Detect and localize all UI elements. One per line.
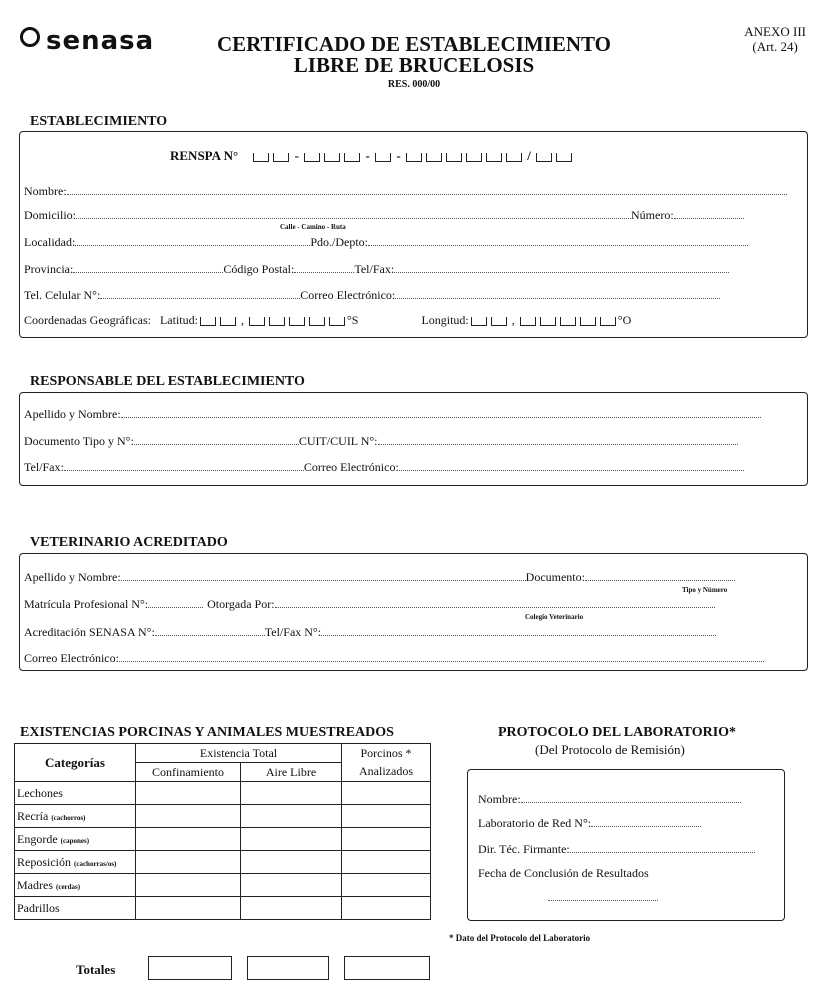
logo-text: senasa [46, 26, 155, 56]
numero-label: Número: [631, 208, 674, 222]
cell-confinamiento[interactable] [136, 828, 241, 851]
establecimiento-box [19, 131, 808, 338]
lon-suffix: °O [617, 313, 632, 327]
row-note: (cachorros) [51, 813, 86, 822]
resp-telfax-label: Tel/Fax: [24, 460, 64, 474]
total-confinamiento[interactable] [148, 956, 232, 980]
resp-documento-label: Documento Tipo y N°: [24, 434, 134, 448]
prot-fecha-field[interactable] [548, 890, 658, 905]
annex-line1: ANEXO III [744, 24, 806, 39]
col-confinamiento: Confinamiento [136, 763, 241, 782]
vet-apellido-label: Apellido y Nombre: [24, 570, 121, 584]
prot-lab-label: Laboratorio de Red N°: [478, 816, 592, 830]
responsable-title: RESPONSABLE DEL ESTABLECIMIENTO [30, 374, 305, 389]
col-analizados: Analizados [342, 763, 431, 782]
renspa-row [170, 148, 574, 164]
cell-analizados[interactable] [342, 782, 431, 805]
vet-matricula-label: Matrícula Profesional N°: [24, 597, 149, 611]
cell-confinamiento[interactable] [136, 897, 241, 920]
row-note: (cerdas) [56, 882, 81, 891]
cell-aire-libre[interactable] [241, 874, 342, 897]
row-name: Engorde [17, 831, 58, 846]
row-name: Lechones [17, 785, 63, 800]
col-categorias: Categorías [15, 744, 136, 782]
table-row [15, 897, 431, 920]
coordenadas-row[interactable]: Coordenadas Geográficas: Latitud: , °S Longitud: , °O [24, 313, 632, 327]
renspa-label: RENSPA N° [170, 148, 239, 163]
lat-suffix: °S [346, 313, 359, 327]
vet-apellido-row[interactable] [24, 570, 735, 585]
prot-fecha-label: Fecha de Conclusión de Resultados [478, 866, 649, 880]
title-line2: LIBRE DE BRUCELOSIS [293, 53, 535, 77]
domicilio-label: Domicilio: [24, 208, 76, 222]
provincia-label: Provincia: [24, 262, 74, 276]
vet-otorgada-label: Otorgada Por: [207, 597, 275, 611]
table-row [15, 851, 431, 874]
cell-analizados[interactable] [342, 897, 431, 920]
vet-documento-label: Documento: [525, 570, 585, 584]
prot-dirtec-label: Dir. Téc. Firmante: [478, 842, 570, 856]
col-aire-libre: Aire Libre [241, 763, 342, 782]
establecimiento-title: ESTABLECIMIENTO [30, 114, 168, 129]
cell-confinamiento[interactable] [136, 782, 241, 805]
latitud-label: Latitud: [159, 313, 198, 327]
col-existencia-total: Existencia Total [136, 744, 342, 763]
title-line1: CERTIFICADO DE ESTABLECIMIENTO [216, 32, 612, 56]
table-row [15, 828, 431, 851]
domicilio-hint: Calle - Camino - Ruta [280, 223, 346, 231]
row-name: Recría [17, 808, 49, 823]
prot-nombre-row[interactable] [478, 792, 741, 807]
existencias-table [14, 743, 431, 920]
pdo-label: Pdo./Depto: [310, 235, 368, 249]
row-note: (cachorras/os) [74, 859, 117, 868]
table-row [15, 782, 431, 805]
cell-analizados[interactable] [342, 874, 431, 897]
protocolo-box [467, 769, 785, 921]
row-name: Reposición [17, 854, 71, 869]
codigo-postal-label: Código Postal: [223, 262, 295, 276]
vet-correo-label: Correo Electrónico: [24, 651, 119, 665]
total-analizados[interactable] [344, 956, 430, 980]
vet-correo-row[interactable] [24, 651, 764, 666]
vet-acreditacion-row[interactable] [24, 625, 716, 640]
nombre-label: Nombre: [24, 184, 67, 198]
total-aire-libre[interactable] [247, 956, 329, 980]
existencias-table-wrap [14, 743, 431, 920]
longitud-label: Longitud: [421, 313, 469, 327]
cell-confinamiento[interactable] [136, 874, 241, 897]
prot-nombre-label: Nombre: [478, 792, 521, 806]
cell-aire-libre[interactable] [241, 782, 342, 805]
annex-line2: (Art. 24) [752, 39, 798, 54]
resp-cuit-label: CUIT/CUIL N°: [298, 434, 378, 448]
row-note: (capones) [60, 836, 90, 845]
cell-aire-libre[interactable] [241, 851, 342, 874]
localidad-row[interactable] [24, 235, 748, 250]
protocolo-title: PROTOCOLO DEL LABORATORIO* [498, 725, 737, 740]
veterinario-title: VETERINARIO ACREDITADO [30, 535, 228, 550]
cell-aire-libre[interactable] [241, 897, 342, 920]
cell-analizados[interactable] [342, 828, 431, 851]
existencias-title: EXISTENCIAS PORCINAS Y ANIMALES MUESTREADOS [20, 725, 394, 740]
cell-analizados[interactable] [342, 805, 431, 828]
row-name: Madres [17, 877, 53, 892]
prot-lab-row[interactable] [478, 816, 701, 831]
veterinario-box [19, 553, 808, 671]
cell-confinamiento[interactable] [136, 851, 241, 874]
table-row [15, 874, 431, 897]
protocolo-footnote: * Dato del Protocolo del Laboratorio [449, 933, 591, 943]
telfax-label: Tel/Fax: [354, 262, 395, 276]
protocolo-subtitle: (Del Protocolo de Remisión) [535, 742, 685, 757]
resp-apellido-row[interactable] [24, 407, 761, 422]
table-row [15, 805, 431, 828]
localidad-label: Localidad: [24, 235, 76, 249]
cell-confinamiento[interactable] [136, 805, 241, 828]
renspa-cells[interactable]: - - - / [251, 148, 574, 163]
vet-otorgada-hint: Colegio Veterinario [525, 613, 584, 621]
correo-label: Correo Electrónico: [300, 288, 396, 302]
resp-telfax-row[interactable] [24, 460, 744, 475]
col-porcinos: Porcinos * [342, 744, 431, 763]
resp-apellido-label: Apellido y Nombre: [24, 407, 121, 421]
prot-dirtec-row[interactable] [478, 842, 755, 857]
vet-telfax-label: Tel/Fax N°: [264, 625, 322, 639]
totales-label: Totales [76, 962, 116, 977]
cell-aire-libre[interactable] [241, 828, 342, 851]
provincia-row[interactable] [24, 262, 729, 277]
resolution: RES. 000/00 [387, 79, 441, 90]
nombre-row[interactable] [24, 184, 787, 199]
cell-aire-libre[interactable] [241, 805, 342, 828]
vet-matricula-row[interactable] [24, 597, 715, 612]
cell-analizados[interactable] [342, 851, 431, 874]
resp-correo-label: Correo Electrónico: [303, 460, 399, 474]
resp-documento-row[interactable] [24, 434, 738, 449]
domicilio-row[interactable] [24, 208, 744, 223]
vet-documento-hint: Tipo y Número [682, 586, 728, 594]
responsable-box [19, 392, 808, 486]
vet-acreditacion-label: Acreditación SENASA N°: [24, 625, 155, 639]
annex [744, 24, 806, 54]
coordenadas-label: Coordenadas Geográficas: [24, 313, 151, 327]
row-name: Padrillos [17, 900, 60, 915]
celular-row[interactable] [24, 288, 720, 303]
celular-label: Tel. Celular N°: [24, 288, 101, 302]
